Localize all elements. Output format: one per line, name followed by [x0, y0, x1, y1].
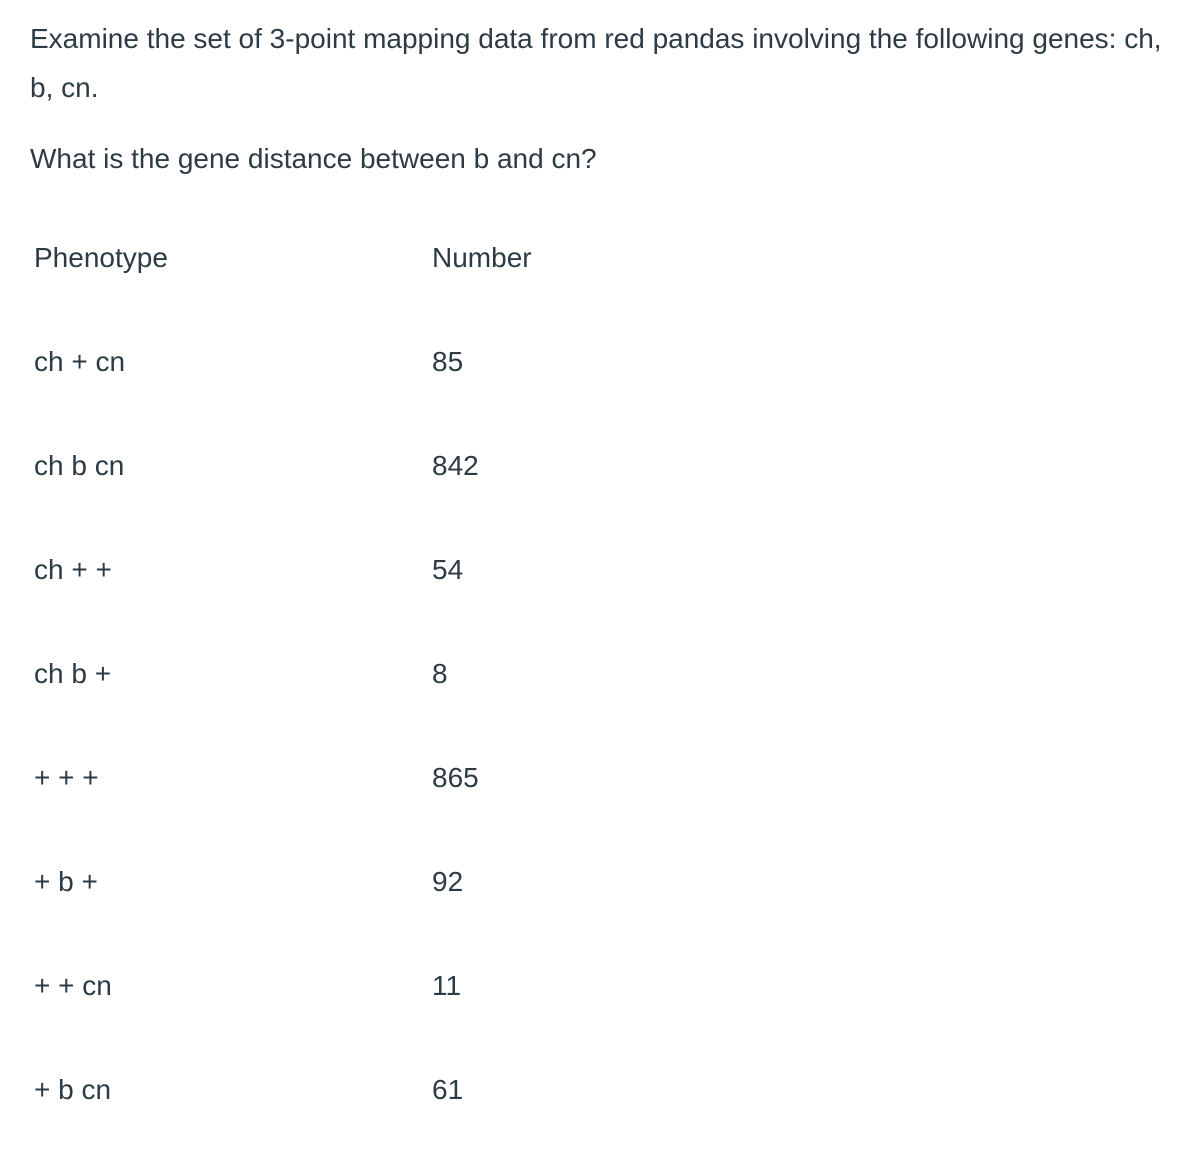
phenotype-cell: + b + [34, 866, 98, 897]
table-row [34, 414, 732, 518]
phenotype-cell: ch b + [34, 658, 112, 689]
table-row [34, 1038, 732, 1142]
phenotype-cell: ch + + [34, 554, 112, 585]
header-number: Number [432, 242, 532, 273]
number-cell: 11 [432, 970, 462, 1001]
phenotype-cell: ch + cn [34, 346, 126, 377]
question-intro: Examine the set of 3-point mapping data from red pandas involving the following genes: ch, b, cn. [30, 23, 1162, 103]
table-row [34, 726, 732, 830]
phenotype-cell: ch b cn [34, 450, 125, 481]
table-row [34, 830, 732, 934]
number-cell: 54 [432, 554, 464, 585]
table-row [34, 622, 732, 726]
number-cell: 842 [432, 450, 479, 481]
number-cell: 8 [432, 658, 448, 689]
phenotype-cell: + b cn [34, 1074, 112, 1105]
number-cell: 61 [432, 1074, 464, 1105]
number-cell: 85 [432, 346, 464, 377]
question-prompt: What is the gene distance between b and cn? [30, 143, 597, 174]
table-row [34, 310, 732, 414]
phenotype-cell: + + + [34, 762, 99, 793]
table-row [34, 518, 732, 622]
number-cell: 92 [432, 866, 464, 897]
number-cell: 865 [432, 762, 479, 793]
mapping-data-table [34, 206, 732, 1142]
table-row [34, 934, 732, 1038]
question-block [30, 14, 1180, 174]
phenotype-cell: + + cn [34, 970, 112, 1001]
table-header-row [34, 206, 732, 310]
header-phenotype: Phenotype [34, 242, 168, 273]
